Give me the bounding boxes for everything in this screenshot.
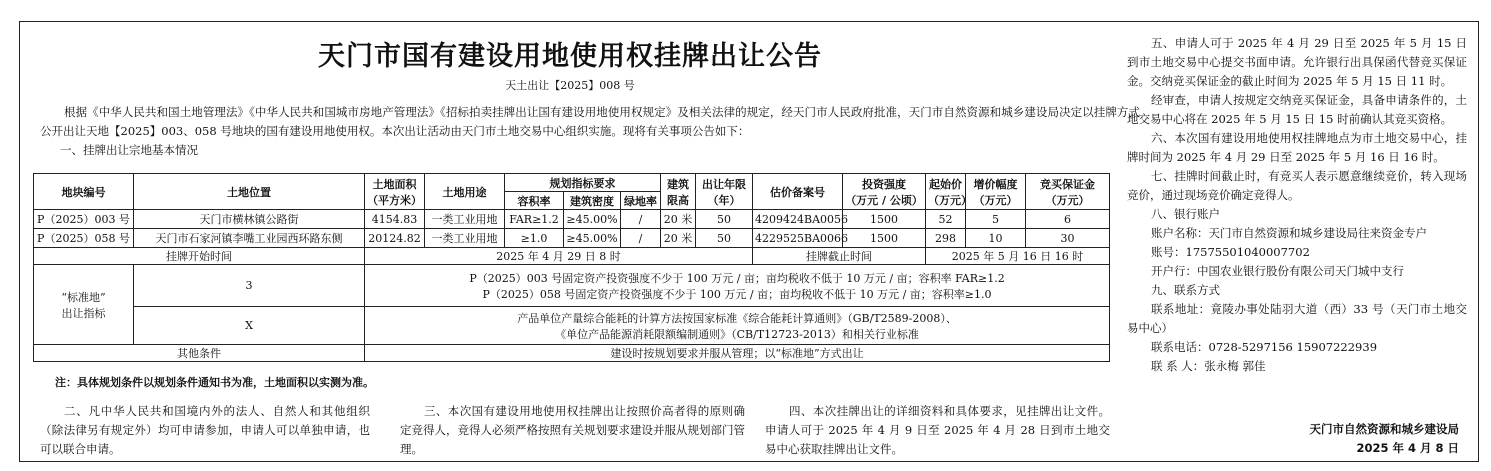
paragraph-4: 四、本次挂牌出让的详细资料和具体要求，见挂牌出让文件。申请人可于 2025 年 4 月 9 日至 2025 年 4 月 28 日到市土地交易中心获取挂牌出让文件。 [765, 404, 1110, 456]
paragraph-5b: 经审查，申请人按规定交纳竞买保证金，具备申请条件的，土地交易中心将在 2025 年 5 月 15 日 15 时前确认其竞买资格。 [1127, 93, 1467, 126]
header-term: 出让年限 （年） [696, 174, 753, 210]
listing-time-row [34, 248, 1110, 265]
cell-parcel: P（2025）058 号 [34, 229, 134, 248]
header-plan: 规划指标要求 [505, 174, 661, 192]
other-conditions-value: 建设时按规划要求并服从管理；以“标准地”方式出让 [365, 345, 1110, 362]
section-heading-1: 一、挂牌出让宗地基本情况 [60, 143, 198, 157]
cell-inc: 10 [966, 229, 1026, 248]
std-land-row [34, 265, 1110, 307]
paragraph-6: 六、本次国有建设用地使用权挂牌地点为市土地交易中心，挂牌时间为 2025 年 4 月 29 日至 2025 年 5 月 16 日 16 时。 [1127, 131, 1467, 164]
header-invest: 投资强度 （万元 / 公顷） [843, 174, 926, 210]
header-parcel-no: 地块编号 [34, 174, 134, 210]
signature-block [1310, 420, 1460, 458]
cell-height: 20 米 [661, 229, 696, 248]
cell-use: 一类工业用地 [425, 210, 505, 229]
paragraph-3: 三、本次国有建设用地使用权挂牌出让按照价高者得的原则确定竞得人，竞得人必须严格按照有关规划要求建设并服从规划部门管理。 [400, 404, 745, 456]
cell-start: 52 [926, 210, 966, 229]
std-land-label: “标准地” 出让指标 [34, 265, 134, 345]
cell-location: 天门市横林镇公路街 [134, 210, 365, 229]
cell-record: 4229525BA0066 [753, 229, 843, 248]
cell-term: 50 [696, 229, 753, 248]
listing-start-label: 挂牌开始时间 [34, 248, 365, 265]
contact-person: 联 系 人：张永梅 郭佳 [1151, 359, 1266, 373]
std-row2-text: 产品单位产量综合能耗的计算方法按国家标准《综合能耗计算通则》（GB/T2589-2008）、 《单位产品能源消耗限额编制通则》（CB/T12723-2013）和相关行业标准 [365, 307, 1110, 345]
intro-paragraph: 根据《中华人民共和国土地管理法》《中华人民共和国城市房地产管理法》《招标拍卖挂牌出让国有建设用地使用权规定》及相关法律的规定，经天门市人民政府批准，天门市自然资源和城乡建设局决定以挂牌方式公开出让天地【2025】003、058 号地块的国有建设用地使用权。本次出让活动由天门市土地交易中心组织实施。现将有关事项公告如下： [40, 105, 1140, 138]
contact-address: 联系地址：竟陵办事处陆羽大道（西）33 号（天门市土地交易中心） [1127, 302, 1467, 335]
paragraph-7: 七、挂牌时间截止时，有竞买人表示愿意继续竞价，转入现场竞价，通过现场竞价确定竞得人。 [1127, 169, 1467, 202]
std-row2-mark: X [134, 307, 365, 345]
bank-branch: 开户行：中国农业银行股份有限公司天门城中支行 [1151, 264, 1404, 278]
header-density: 建筑密度 [564, 192, 621, 210]
right-column [1127, 34, 1467, 376]
cell-invest: 1500 [843, 210, 926, 229]
header-increment: 增价幅度 （万元） [966, 174, 1026, 210]
cell-start: 298 [926, 229, 966, 248]
other-conditions-row [34, 345, 1110, 362]
document-number: 天土出让【2025】008 号 [505, 79, 635, 92]
paragraph-2: 二、凡中华人民共和国境内外的法人、自然人和其他组织（除法律另有规定外）均可申请参加，申请人可以单独申请，也可以联合申请。 [40, 404, 370, 456]
table-note: 注：具体规划条件以规划条件通知书为准，土地面积以实测为准。 [55, 376, 374, 389]
std-row1-text: P（2025）003 号固定资产投资强度不少于 100 万元 / 亩；亩均税收不低于 10 万元 / 亩；容积率 FAR≥1.2 P（2025）058 号固定资产投资强度不少于 100 万元 / 亩；亩均税收不低于 10 万元 / 亩；容积率≥1.0 [365, 265, 1110, 307]
header-height: 建筑 限高 [661, 174, 696, 210]
cell-far: FAR≥1.2 [505, 210, 564, 229]
header-far: 容积率 [505, 192, 564, 210]
cell-parcel: P（2025）003 号 [34, 210, 134, 229]
listing-start-value: 2025 年 4 月 29 日 8 时 [365, 248, 753, 265]
issue-date: 2025 年 4 月 8 日 [1356, 441, 1459, 455]
cell-density: ≥45.00% [564, 229, 621, 248]
listing-end-value: 2025 年 5 月 16 日 16 时 [926, 248, 1110, 265]
header-deposit: 竞买保证金 （万元） [1026, 174, 1110, 210]
header-record: 估价备案号 [753, 174, 843, 210]
header-area: 土地面积 （平方米） [365, 174, 425, 210]
std-land-row [34, 307, 1110, 345]
cell-height: 20 米 [661, 210, 696, 229]
cell-record: 4209424BA0056 [753, 210, 843, 229]
cell-use: 一类工业用地 [425, 229, 505, 248]
bank-account-name: 账户名称：天门市自然资源和城乡建设局往来资金专户 [1151, 226, 1427, 240]
paragraph-5: 五、申请人可于 2025 年 4 月 29 日至 2025 年 5 月 15 日到市土地交易中心提交书面申请。允许银行出具保函代替竞买保证金。交纳竞买保证金的截止时间为 2025 年 5 月 15 日 11 时。 [1127, 36, 1467, 88]
cell-green: / [621, 229, 661, 248]
std-row1-mark: 3 [134, 265, 365, 307]
cell-location: 天门市石家河镇李嘴工业园西环路东侧 [134, 229, 365, 248]
bank-heading: 八、银行账户 [1151, 207, 1220, 221]
cell-deposit: 30 [1026, 229, 1110, 248]
contact-heading: 九、联系方式 [1151, 283, 1220, 297]
land-parcel-table [33, 173, 1110, 362]
listing-end-label: 挂牌截止时间 [753, 248, 926, 265]
cell-area: 20124.82 [365, 229, 425, 248]
header-use: 土地用途 [425, 174, 505, 210]
cell-invest: 1500 [843, 229, 926, 248]
cell-far: ≥1.0 [505, 229, 564, 248]
header-location: 土地位置 [134, 174, 365, 210]
cell-area: 4154.83 [365, 210, 425, 229]
table-row [34, 210, 1110, 229]
issuing-organization: 天门市自然资源和城乡建设局 [1309, 422, 1459, 436]
cell-term: 50 [696, 210, 753, 229]
table-row [34, 229, 1110, 248]
other-conditions-label: 其他条件 [34, 345, 365, 362]
bank-account-number: 账号：17575501040007702 [1151, 245, 1310, 259]
contact-phone: 联系电话：0728-5297156 15907222939 [1151, 340, 1378, 354]
cell-deposit: 6 [1026, 210, 1110, 229]
cell-inc: 5 [966, 210, 1026, 229]
header-green: 绿地率 [621, 192, 661, 210]
page-title: 天门市国有建设用地使用权挂牌出让公告 [318, 41, 822, 72]
header-start-price: 起始价 （万元） [926, 174, 966, 210]
cell-green: / [621, 210, 661, 229]
cell-density: ≥45.00% [564, 210, 621, 229]
